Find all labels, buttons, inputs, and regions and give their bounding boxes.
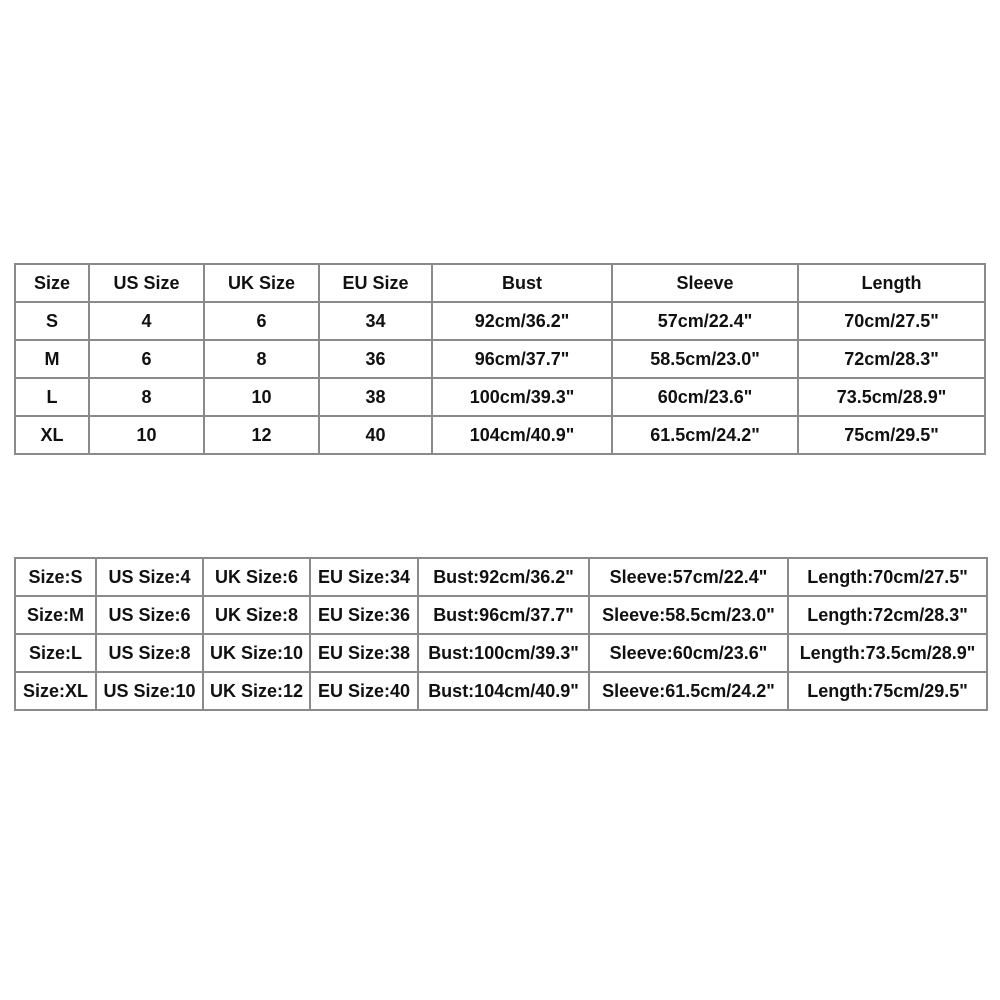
table-cell: Sleeve:57cm/22.4" [589,558,788,596]
table-cell: 36 [319,340,432,378]
table-cell: US Size:4 [96,558,203,596]
table-row [15,596,987,634]
table-cell: Bust:100cm/39.3" [418,634,589,672]
table-cell: Bust:92cm/36.2" [418,558,589,596]
table-cell: 6 [89,340,204,378]
table-row [15,302,985,340]
header-cell-us-size: US Size [89,264,204,302]
table-cell: US Size:8 [96,634,203,672]
table-cell: UK Size:8 [203,596,310,634]
table-row [15,634,987,672]
table-cell: UK Size:12 [203,672,310,710]
table-cell: 104cm/40.9" [432,416,612,454]
header-cell-eu-size: EU Size [319,264,432,302]
table-row [15,378,985,416]
table-cell: Length:70cm/27.5" [788,558,987,596]
size-chart-table [14,263,986,455]
table-cell: 6 [204,302,319,340]
table-cell: EU Size:38 [310,634,418,672]
table-cell: 10 [204,378,319,416]
size-list-table [14,557,988,711]
table-row [15,558,987,596]
table-header-row [15,264,985,302]
table-cell: 100cm/39.3" [432,378,612,416]
table-cell: 75cm/29.5" [798,416,985,454]
table-cell: 70cm/27.5" [798,302,985,340]
table-cell: Sleeve:58.5cm/23.0" [589,596,788,634]
table-cell: Size:S [15,558,96,596]
header-cell-uk-size: UK Size [204,264,319,302]
table-cell: XL [15,416,89,454]
table-cell: 57cm/22.4" [612,302,798,340]
table-cell: Size:L [15,634,96,672]
table-cell: Size:M [15,596,96,634]
table-row [15,672,987,710]
table-cell: Bust:104cm/40.9" [418,672,589,710]
table-cell: 40 [319,416,432,454]
table-cell: UK Size:10 [203,634,310,672]
table-cell: Bust:96cm/37.7" [418,596,589,634]
table-cell: 73.5cm/28.9" [798,378,985,416]
table-cell: 96cm/37.7" [432,340,612,378]
table-cell: 34 [319,302,432,340]
table-cell: Length:72cm/28.3" [788,596,987,634]
table-row [15,416,985,454]
table-cell: Sleeve:61.5cm/24.2" [589,672,788,710]
table-cell: L [15,378,89,416]
table-cell: Length:73.5cm/28.9" [788,634,987,672]
table-cell: UK Size:6 [203,558,310,596]
table-cell: 38 [319,378,432,416]
table-cell: S [15,302,89,340]
table-row [15,340,985,378]
table-cell: 92cm/36.2" [432,302,612,340]
table-cell: 61.5cm/24.2" [612,416,798,454]
header-cell-bust: Bust [432,264,612,302]
table-cell: EU Size:40 [310,672,418,710]
header-cell-size: Size [15,264,89,302]
table-cell: US Size:6 [96,596,203,634]
table-cell: EU Size:36 [310,596,418,634]
table-cell: Sleeve:60cm/23.6" [589,634,788,672]
table-cell: Size:XL [15,672,96,710]
table-cell: 58.5cm/23.0" [612,340,798,378]
header-cell-length: Length [798,264,985,302]
table-cell: EU Size:34 [310,558,418,596]
table-cell: Length:75cm/29.5" [788,672,987,710]
table-cell: 12 [204,416,319,454]
table-cell: M [15,340,89,378]
table-cell: 8 [204,340,319,378]
table-cell: 8 [89,378,204,416]
table-cell: US Size:10 [96,672,203,710]
table-cell: 4 [89,302,204,340]
table-cell: 10 [89,416,204,454]
table-cell: 60cm/23.6" [612,378,798,416]
table-cell: 72cm/28.3" [798,340,985,378]
header-cell-sleeve: Sleeve [612,264,798,302]
